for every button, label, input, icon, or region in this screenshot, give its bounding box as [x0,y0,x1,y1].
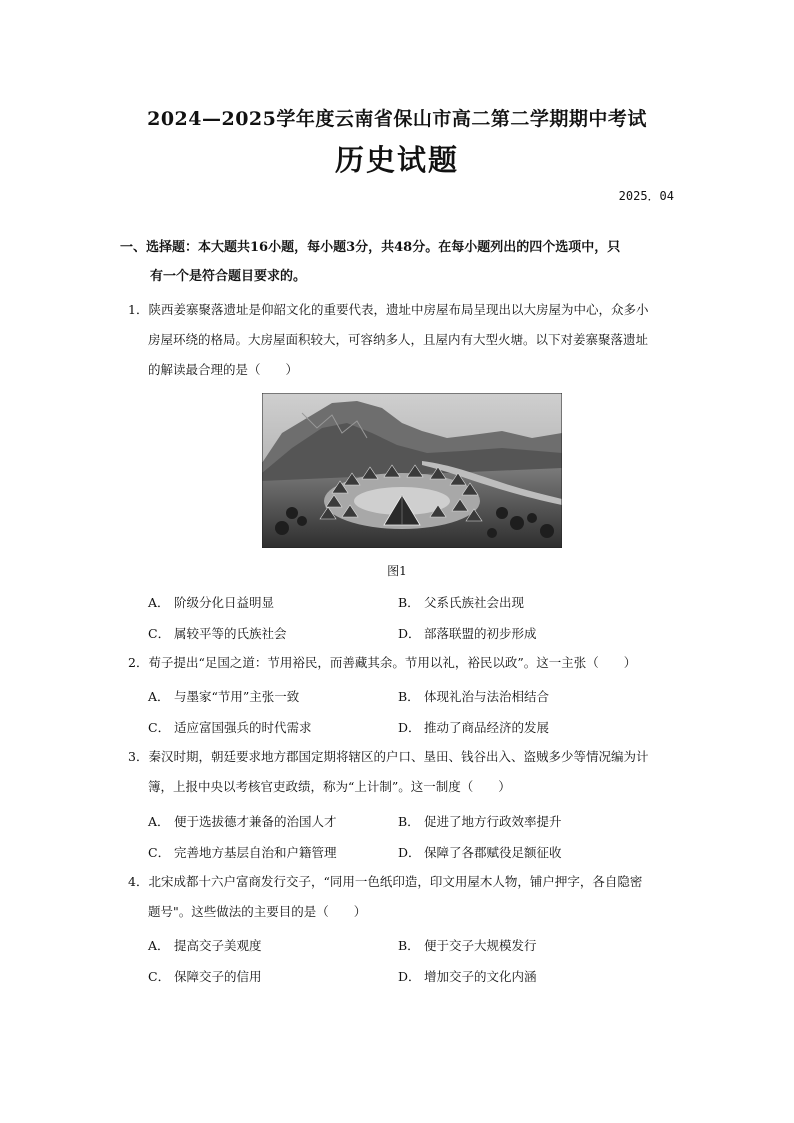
section-heading-line1: 一、选择题：本大题共16小题，每小题3分，共48分。在每小题列出的四个选项中，只 [120,240,621,255]
question-2 [128,648,680,678]
q1-option-b-text: 父系氏族社会出现 [424,595,525,610]
question-1 [128,295,680,385]
q4-option-c-letter: C． [148,969,171,984]
q2-option-d-text: 推动了商品经济的发展 [424,720,550,735]
q4-option-b-text: 便于交子大规模发行 [424,938,537,953]
q3-option-d-text: 保障了各郡赋役足额征收 [424,845,562,860]
q1-option-c [148,624,287,642]
question-3-line2: 簿，上报中央以考核官吏政绩，称为“上计制”。这一制度（ ） [148,779,511,794]
q4-option-d-letter: D． [398,969,421,984]
q4-option-c [148,967,262,985]
q1-option-c-text: 属较平等的氏族社会 [174,626,287,641]
q2-option-b [398,687,549,705]
q2-option-b-text: 体现礼治与法治相结合 [424,689,550,704]
q4-option-a-letter: A． [148,938,170,953]
q3-option-d [398,843,562,861]
q4-option-d-text: 增加交子的文化内涵 [424,969,537,984]
q2-option-d-letter: D． [398,720,421,735]
q1-option-d-text: 部落联盟的初步形成 [424,626,537,641]
q1-option-b [398,593,524,611]
q4-option-b [398,936,537,954]
q3-option-b [398,812,562,830]
q1-option-b-letter: B． [398,595,420,610]
q2-option-a [148,687,299,705]
question-3-line1: 3．秦汉时期，朝廷要求地方郡国定期将辖区的户口、垦田、钱谷出入、盗贼多少等情况编为计 [128,749,649,764]
exam-date: 2025．04 [618,189,674,203]
q1-option-d-letter: D． [398,626,421,641]
q1-option-a-letter: A． [148,595,170,610]
q4-option-b-letter: B． [398,938,420,953]
q4-option-d [398,967,537,985]
q2-option-b-letter: B． [398,689,420,704]
figure-caption: 图1 [387,564,407,578]
section-heading [120,233,680,291]
exam-subtitle: 历史试题 [334,143,459,177]
q4-option-c-text: 保障交子的信用 [174,969,262,984]
q3-option-b-letter: B． [398,814,420,829]
question-4-line2: 题号"。这些做法的主要目的是（ ） [148,904,367,919]
question-3 [128,742,680,802]
jiangzhai-settlement-illustration [262,393,562,548]
q2-option-c-letter: C． [148,720,171,735]
q3-option-d-letter: D． [398,845,421,860]
exam-title: 2024—2025学年度云南省保山市高二第二学期期中考试 [147,108,647,130]
q2-option-a-text: 与墨家“节用”主张一致 [174,689,300,704]
q1-option-a [148,593,274,611]
q2-option-d [398,718,549,736]
q1-option-a-text: 阶级分化日益明显 [174,595,275,610]
q3-option-a-letter: A． [148,814,170,829]
q2-option-c [148,718,312,736]
question-4 [128,867,680,927]
q3-option-c [148,843,337,861]
question-1-line2: 房屋环绕的格局。大房屋面积较大，可容纳多人，且屋内有大型火塘。以下对姜寨聚落遗址 [148,332,649,347]
q3-option-b-text: 促进了地方行政效率提升 [424,814,562,829]
question-4-line1: 4．北宋成都十六户富商发行交子，“同用一色纸印造，印文用屋木人物，铺户押字，各自隐密 [128,874,643,889]
question-2-line1: 2．荀子提出“足国之道：节用裕民，而善藏其余。节用以礼，裕民以政”。这一主张（ ） [128,655,637,670]
q3-option-a [148,812,337,830]
q4-option-a [148,936,262,954]
q3-option-c-text: 完善地方基层自治和户籍管理 [174,845,337,860]
q1-option-d [398,624,537,642]
q3-option-c-letter: C． [148,845,171,860]
q3-option-a-text: 便于选拔德才兼备的治国人才 [174,814,337,829]
q1-option-c-letter: C． [148,626,171,641]
q2-option-a-letter: A． [148,689,170,704]
q2-option-c-text: 适应富国强兵的时代需求 [174,720,312,735]
question-1-line3: 的解读最合理的是（ ） [148,362,299,377]
q4-option-a-text: 提高交子美观度 [174,938,262,953]
question-1-line1: 1．陕西姜寨聚落遗址是仰韶文化的重要代表，遗址中房屋布局呈现出以大房屋为中心，众多小 [128,302,649,317]
section-heading-line2: 有一个是符合题目要求的。 [150,269,307,284]
